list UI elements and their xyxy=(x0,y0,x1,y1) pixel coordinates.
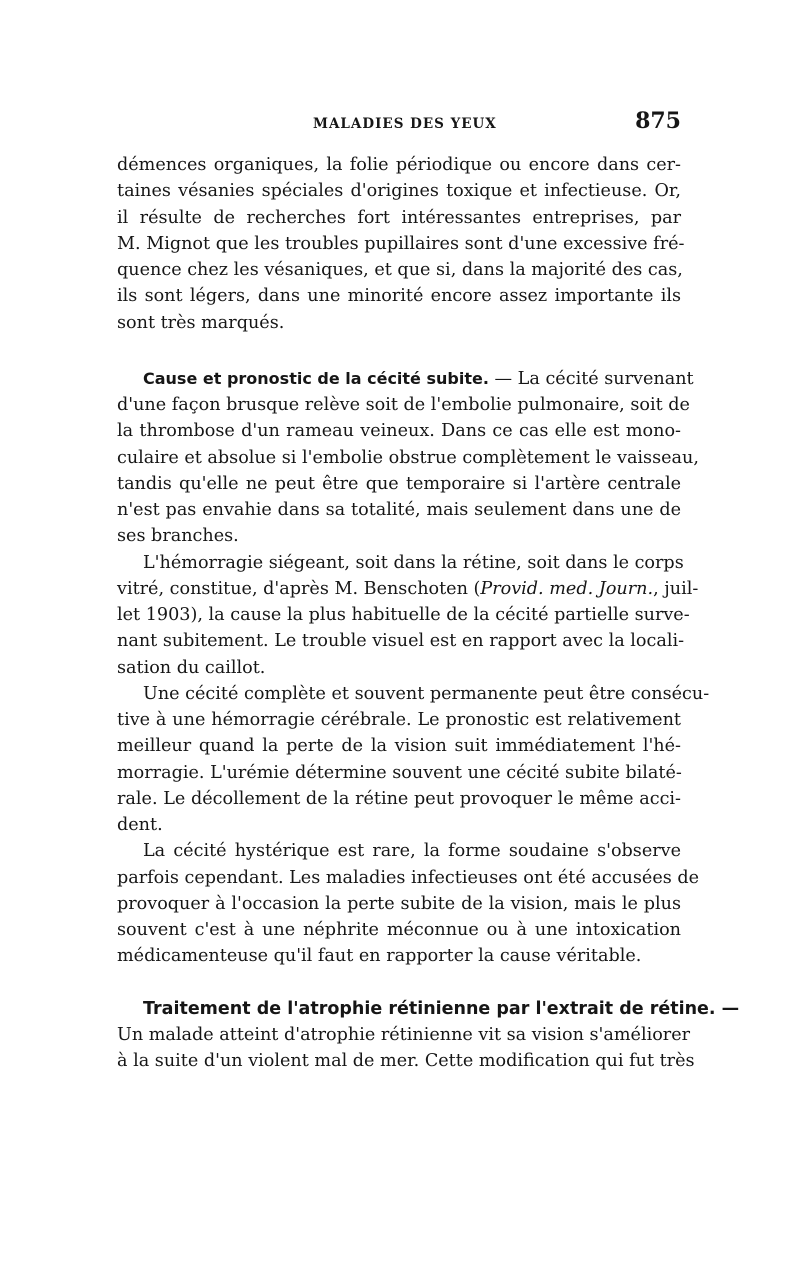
page-number: 875 xyxy=(635,108,681,134)
text-line: ses branches. xyxy=(117,526,239,547)
section-heading: Traitement de l'atrophie rétinienne par l'extrait de rétine. — xyxy=(143,998,740,1019)
text-line: L'hémorragie siégeant, soit dans la rétine, soit dans le corps xyxy=(143,552,684,573)
text-line: morragie. L'urémie détermine souvent une cécité subite bilaté- xyxy=(117,762,682,783)
text-line: tandis qu'elle ne peut être que temporaire si l'artère centrale xyxy=(117,473,681,494)
section-heading-line xyxy=(117,366,694,392)
text-line-with-citation xyxy=(117,576,699,602)
text-line: let 1903), la cause la plus habituelle de la cécité partielle surve- xyxy=(117,605,690,625)
section-spacer xyxy=(117,336,681,366)
text-line: souvent c'est à une néphrite méconnue ou à une intoxication xyxy=(117,920,681,940)
running-title: MALADIES DES YEUX xyxy=(313,116,497,132)
text-line: à la suite d'un violent mal de mer. Cette modification qui fut très xyxy=(117,1051,695,1071)
text-line: sont très marqués. xyxy=(117,312,285,333)
text-line: dent. xyxy=(117,815,163,835)
text-line: La cécité hystérique est rare, la forme soudaine s'observe xyxy=(143,841,681,862)
text-line: provoquer à l'occasion la perte subite de la vision, mais le plus xyxy=(117,893,681,914)
text-line: d'une façon brusque relève soit de l'embolie pulmonaire, soit de xyxy=(117,395,690,415)
text-line: Un malade atteint d'atrophie rétinienne vit sa vision s'améliorer xyxy=(117,1024,691,1045)
section-heading-line xyxy=(117,996,740,1022)
text-line: sation du caillot. xyxy=(117,657,266,678)
text-line: parfois cependant. Les maladies infectieuses ont été accusées de xyxy=(117,867,700,888)
text-line: n'est pas envahie dans sa totalité, mais seulement dans une de xyxy=(117,500,681,520)
text-line: quence chez les vésaniques, et que si, dans la majorité des cas, xyxy=(117,260,683,280)
section-spacer xyxy=(117,970,681,996)
section-heading: Cause et pronostic de la cécité subite. xyxy=(143,368,489,388)
text-line: M. Mignot que les troubles pupillaires sont d'une excessive fré- xyxy=(117,233,685,254)
citation-prefix: vitré, constitue, d'après M. Benschoten ( xyxy=(117,578,481,599)
text-line: la thrombose d'un rameau veineux. Dans ce cas elle est mono- xyxy=(117,421,681,442)
text-line: il résulte de recherches fort intéressantes entreprises, par xyxy=(117,207,681,228)
text-line: taines vésanies spéciales d'origines toxique et infectieuse. Or, xyxy=(117,181,681,202)
section-cecite-subite xyxy=(117,366,710,970)
book-page xyxy=(117,108,740,1074)
text-line: Une cécité complète et souvent permanente peut être consécu- xyxy=(143,683,710,704)
text-line: nant subitement. Le trouble visuel est en rapport avec la locali- xyxy=(117,631,685,652)
text-line: culaire et absolue si l'embolie obstrue complètement le vaisseau, xyxy=(117,447,699,468)
text-line: médicamenteuse qu'il faut en rapporter la cause véritable. xyxy=(117,946,642,967)
citation-suffix: , juil- xyxy=(653,578,699,599)
text-line: tive à une hémorragie cérébrale. Le pronostic est relativement xyxy=(117,710,681,730)
heading-continuation: — La cécité survenant xyxy=(488,368,694,389)
journal-citation: Provid. med. Journ. xyxy=(480,578,654,599)
text-line: ils sont légers, dans une minorité encore assez importante ils xyxy=(117,286,681,307)
running-header xyxy=(117,108,681,138)
text-line: démences organiques, la folie périodique ou encore dans cer- xyxy=(117,155,681,175)
section-atrophie-retinienne xyxy=(117,996,740,1075)
text-line: rale. Le décollement de la rétine peut provoquer le même acci- xyxy=(117,788,681,809)
paragraph-vesanies xyxy=(117,152,685,336)
text-line: meilleur quand la perte de la vision suit immédiatement l'hé- xyxy=(117,736,681,757)
